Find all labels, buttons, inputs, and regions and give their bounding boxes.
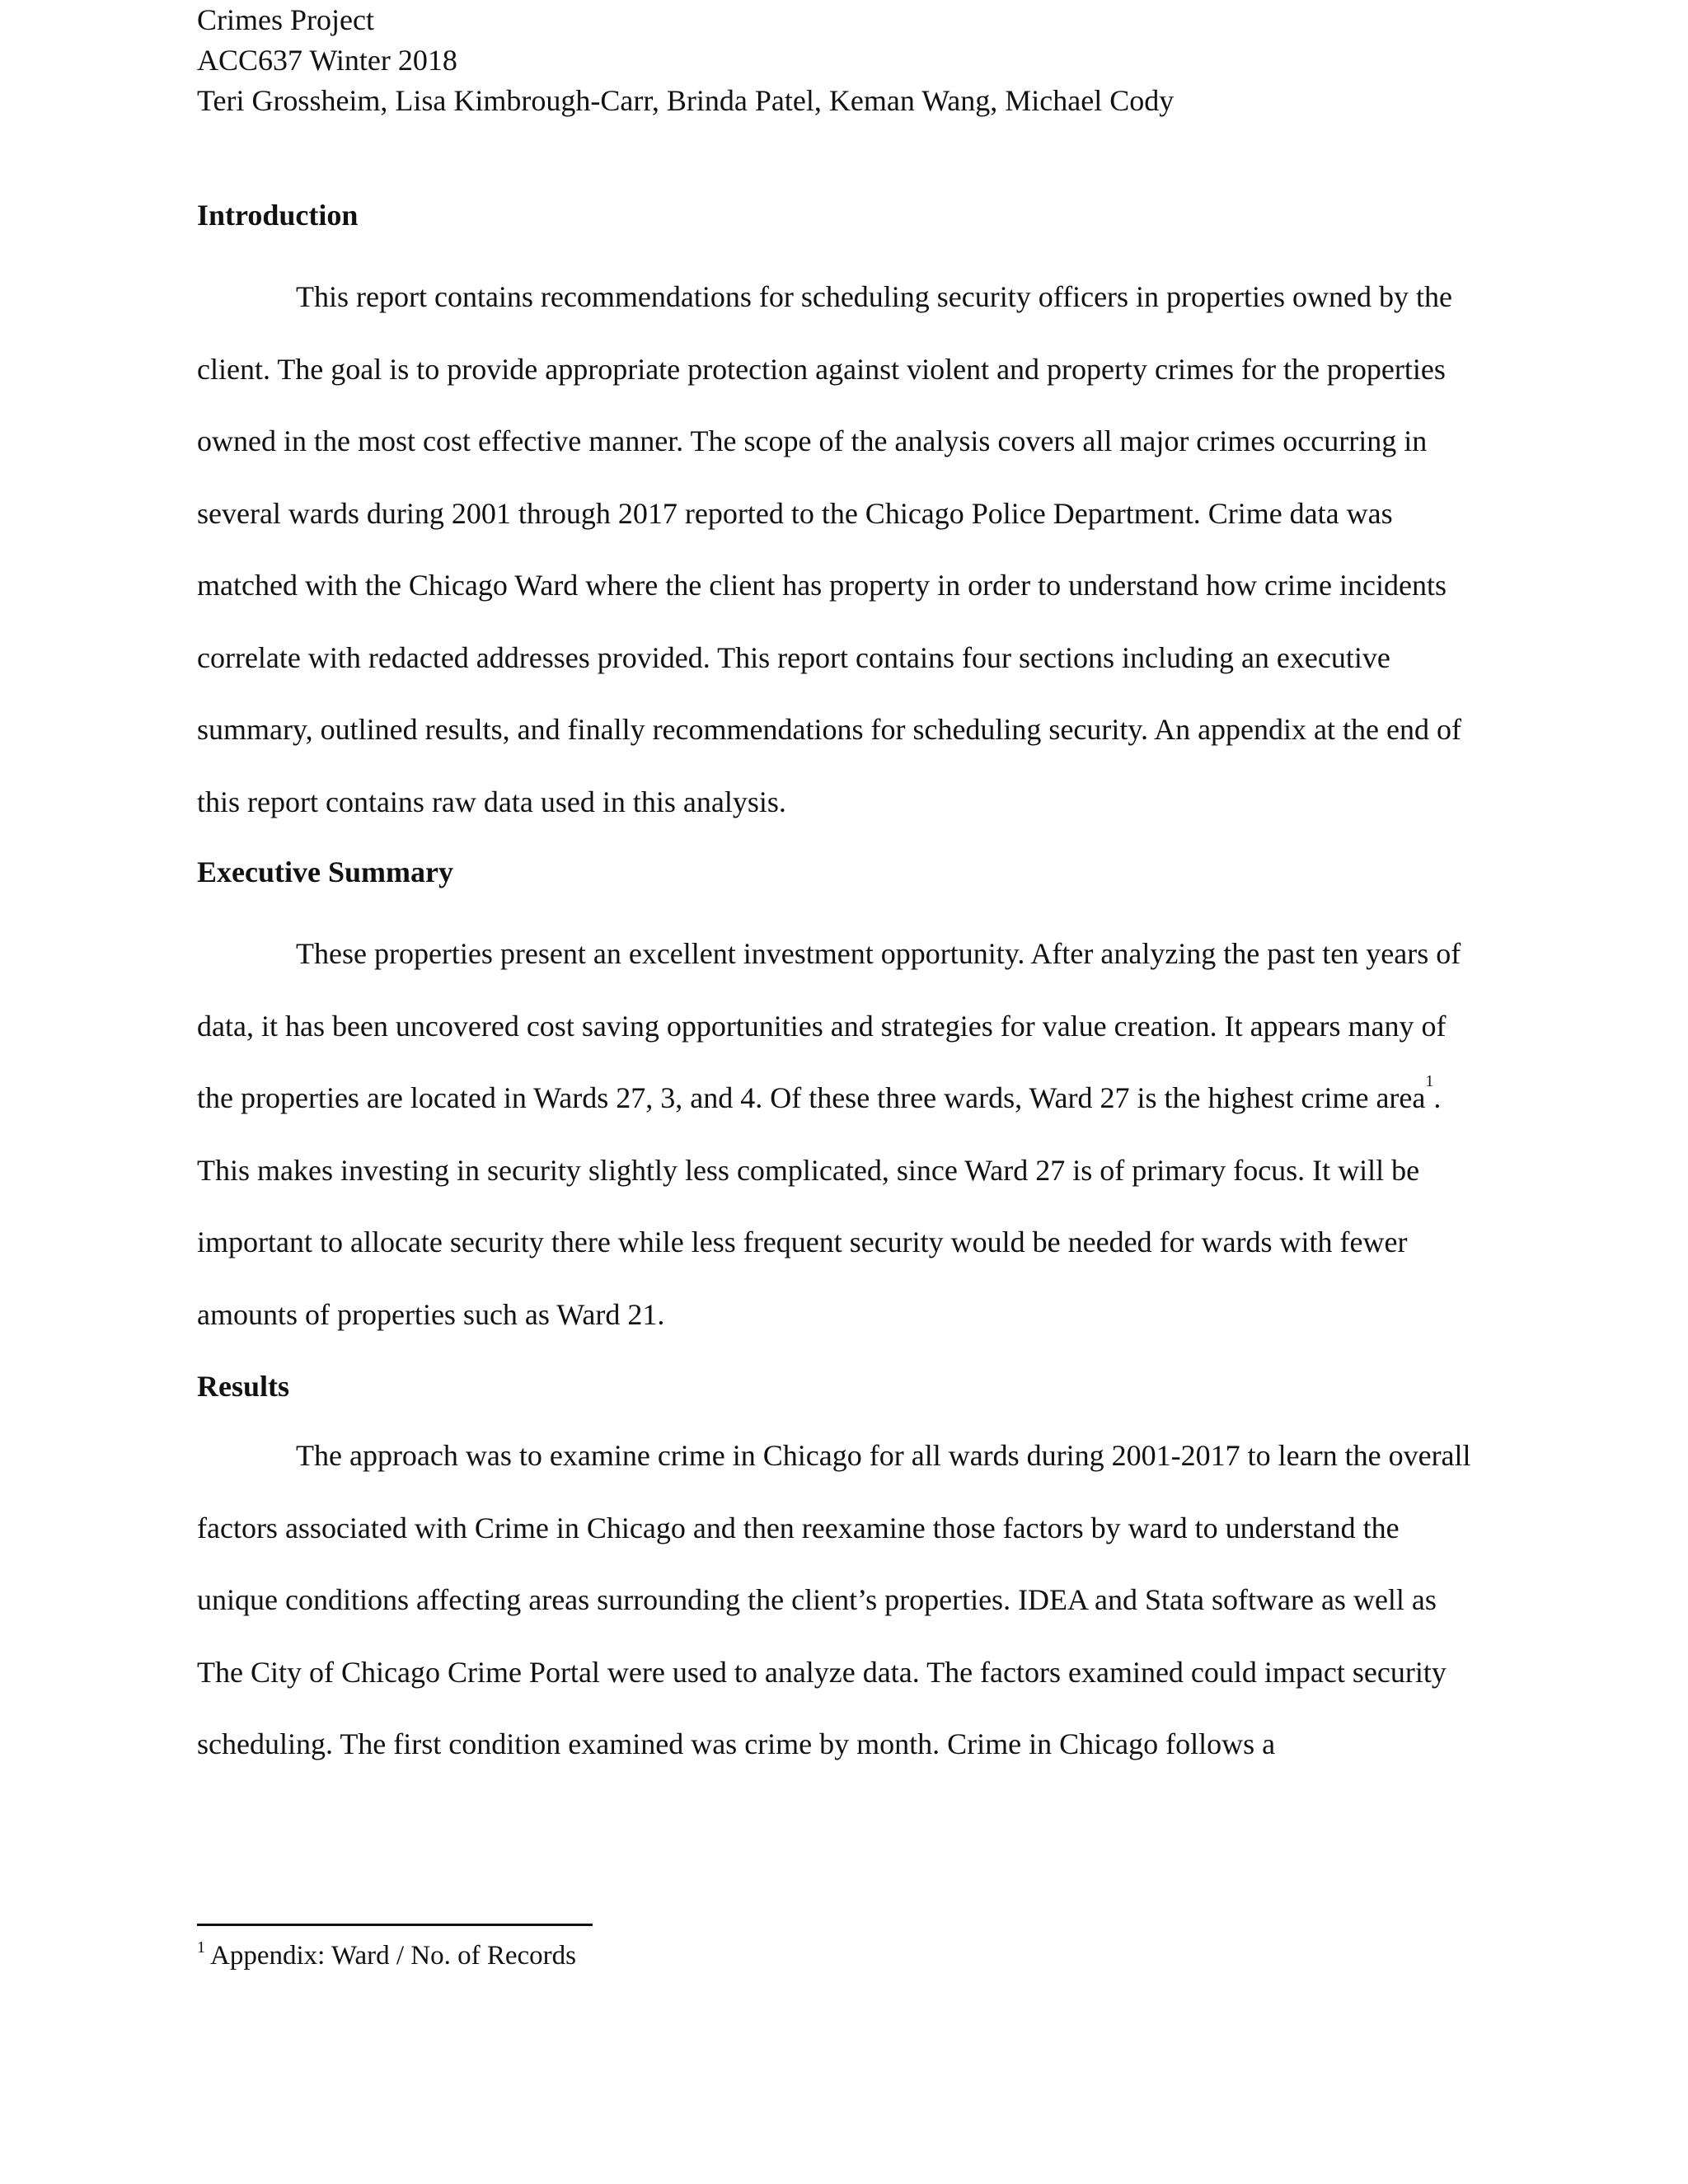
course-line: ACC637 Winter 2018 bbox=[197, 44, 457, 77]
executive-summary-heading: Executive Summary bbox=[197, 855, 453, 888]
executive-summary-text-part1: These properties present an excellent investment opportunity. After analyzing the past ten years of data, it has been uncovered cost saving opportunities and strategies for value creation. It appears many of the properties are located in Wards 27, 3, and 4. Of these three wards, Ward 27 is the highest crime area bbox=[197, 937, 1461, 1114]
footnote-text: Appendix: Ward / No. of Records bbox=[210, 1941, 576, 1971]
footnote-reference: 1 bbox=[1425, 1072, 1434, 1090]
introduction-heading: Introduction bbox=[197, 199, 359, 232]
results-paragraph: The approach was to examine crime in Chicago for all wards during 2001-2017 to learn the overall factors associated with Crime in Chicago and then reexamine those factors by ward to understand the unique conditions affecting areas surrounding the client’s properties. IDEA and Stata software as well as The City of Chicago Crime Portal were used to analyze data. The factors examined could impact security scheduling. The first condition examined was crime by month. Crime in Chicago follows a bbox=[197, 1439, 1471, 1760]
executive-summary-text-part2: . This makes investing in security slightly less complicated, since Ward 27 is of primary focus. It will be important to allocate security there while less frequent security would be needed for wards with fewer amounts of properties such as Ward 21. bbox=[197, 1081, 1442, 1331]
results-heading: Results bbox=[197, 1370, 290, 1403]
footnote-divider bbox=[197, 1924, 593, 1926]
footnote-number: 1 bbox=[197, 1938, 205, 1957]
project-title: Crimes Project bbox=[197, 3, 374, 36]
footnote bbox=[197, 1937, 576, 1975]
executive-summary-paragraph bbox=[197, 918, 1483, 1351]
introduction-paragraph: This report contains recommendations for scheduling security officers in properties owned by the client. The goal is to provide appropriate protection against violent and property crimes for the properties owned in the most cost effective manner. The scope of the analysis covers all major crimes occurring in several wards during 2001 through 2017 reported to the Chicago Police Department. Crime data was matched with the Chicago Ward where the client has property in order to understand how crime incidents correlate with redacted addresses provided. This report contains four sections including an executive summary, outlined results, and finally recommendations for scheduling security. An appendix at the end of this report contains raw data used in this analysis. bbox=[197, 280, 1461, 818]
authors-line: Teri Grossheim, Lisa Kimbrough-Carr, Brinda Patel, Keman Wang, Michael Cody bbox=[197, 84, 1175, 117]
